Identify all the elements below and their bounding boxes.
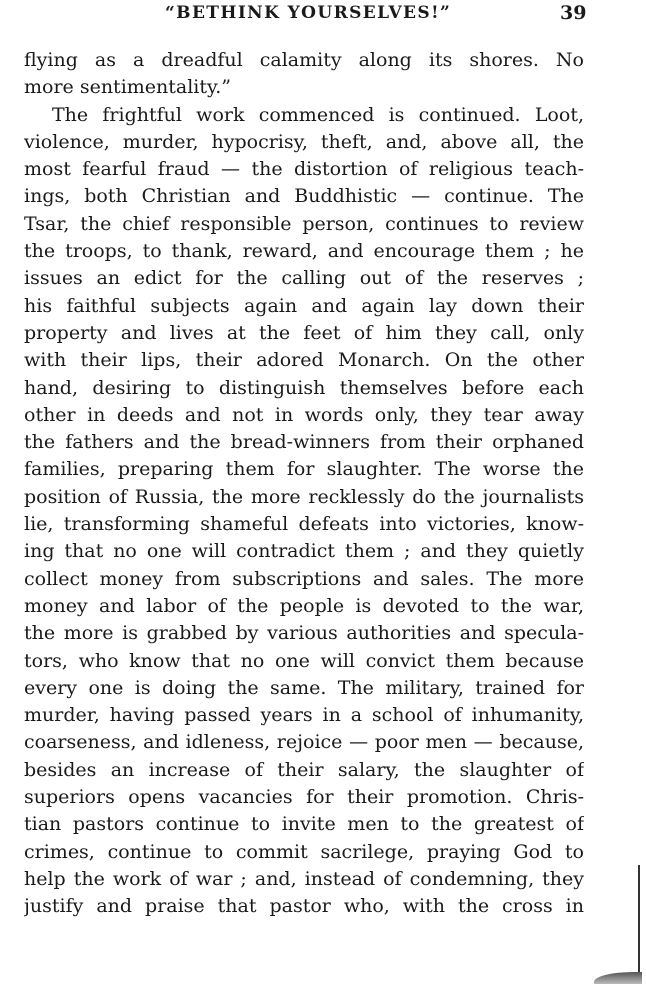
text-line: ings, both Christian and Buddhistic — continue. The xyxy=(24,185,584,208)
text-line: ing that no one will contradict them ; and they quietly xyxy=(24,540,584,563)
text-line: most fearful fraud — the distortion of religious teach- xyxy=(24,158,584,181)
text-line: the troops, to thank, reward, and encourage them ; he xyxy=(24,240,584,263)
page-curl-shadow xyxy=(594,972,642,984)
running-header xyxy=(0,0,646,30)
text-line: crimes, continue to commit sacrilege, praying God to xyxy=(24,840,584,863)
text-line: families, preparing them for slaughter. The worse the xyxy=(24,458,584,481)
text-line: coarseness, and idleness, rejoice — poor men — because, xyxy=(24,731,584,754)
text-line: justify and praise that pastor who, with the cross in xyxy=(24,895,584,918)
text-line: lie, transforming shameful defeats into victories, know- xyxy=(24,513,584,536)
text-line: tian pastors continue to invite men to the greatest of xyxy=(24,813,584,836)
text-line: violence, murder, hypocrisy, theft, and, above all, the xyxy=(24,130,584,153)
paragraph-first-line: The frightful work commenced is continued. Loot, xyxy=(52,103,584,126)
text-line: the fathers and the bread-winners from their orphaned xyxy=(24,431,584,454)
text-line: position of Russia, the more recklessly do the journalists xyxy=(24,485,584,508)
text-line: with their lips, their adored Monarch. On the other xyxy=(24,349,584,372)
text-line: other in deeds and not in words only, they tear away xyxy=(24,403,584,426)
text-line: flying as a dreadful calamity along its shores. No xyxy=(24,49,584,71)
text-line: superiors opens vacancies for their promotion. Chris- xyxy=(24,786,584,809)
text-line: issues an edict for the calling out of the reserves ; xyxy=(24,267,584,290)
body-text xyxy=(24,47,584,921)
text-line: collect money from subscriptions and sales. The more xyxy=(24,567,584,590)
text-line: the more is grabbed by various authorities and specula- xyxy=(24,622,584,645)
text-line: more sentimentality.” xyxy=(24,76,231,99)
running-title: “BETHINK YOURSELVES!” xyxy=(165,3,452,23)
text-line: property and lives at the feet of him they call, only xyxy=(24,321,584,344)
text-line: Tsar, the chief responsible person, continues to review xyxy=(24,212,584,235)
text-line: money and labor of the people is devoted to the war, xyxy=(24,594,584,617)
page-edge-line xyxy=(638,865,640,980)
text-line: besides an increase of their salary, the slaughter of xyxy=(24,758,584,781)
text-line: hand, desiring to distinguish themselves before each xyxy=(24,376,584,399)
page-number: 39 xyxy=(560,2,587,24)
text-line: tors, who know that no one will convict them because xyxy=(24,649,584,672)
text-line: every one is doing the same. The military, trained for xyxy=(24,676,584,699)
text-line: help the work of war ; and, instead of condemning, they xyxy=(24,867,584,890)
text-line: murder, having passed years in a school of inhumanity, xyxy=(24,704,584,727)
text-line: his faithful subjects again and again lay down their xyxy=(24,294,584,317)
